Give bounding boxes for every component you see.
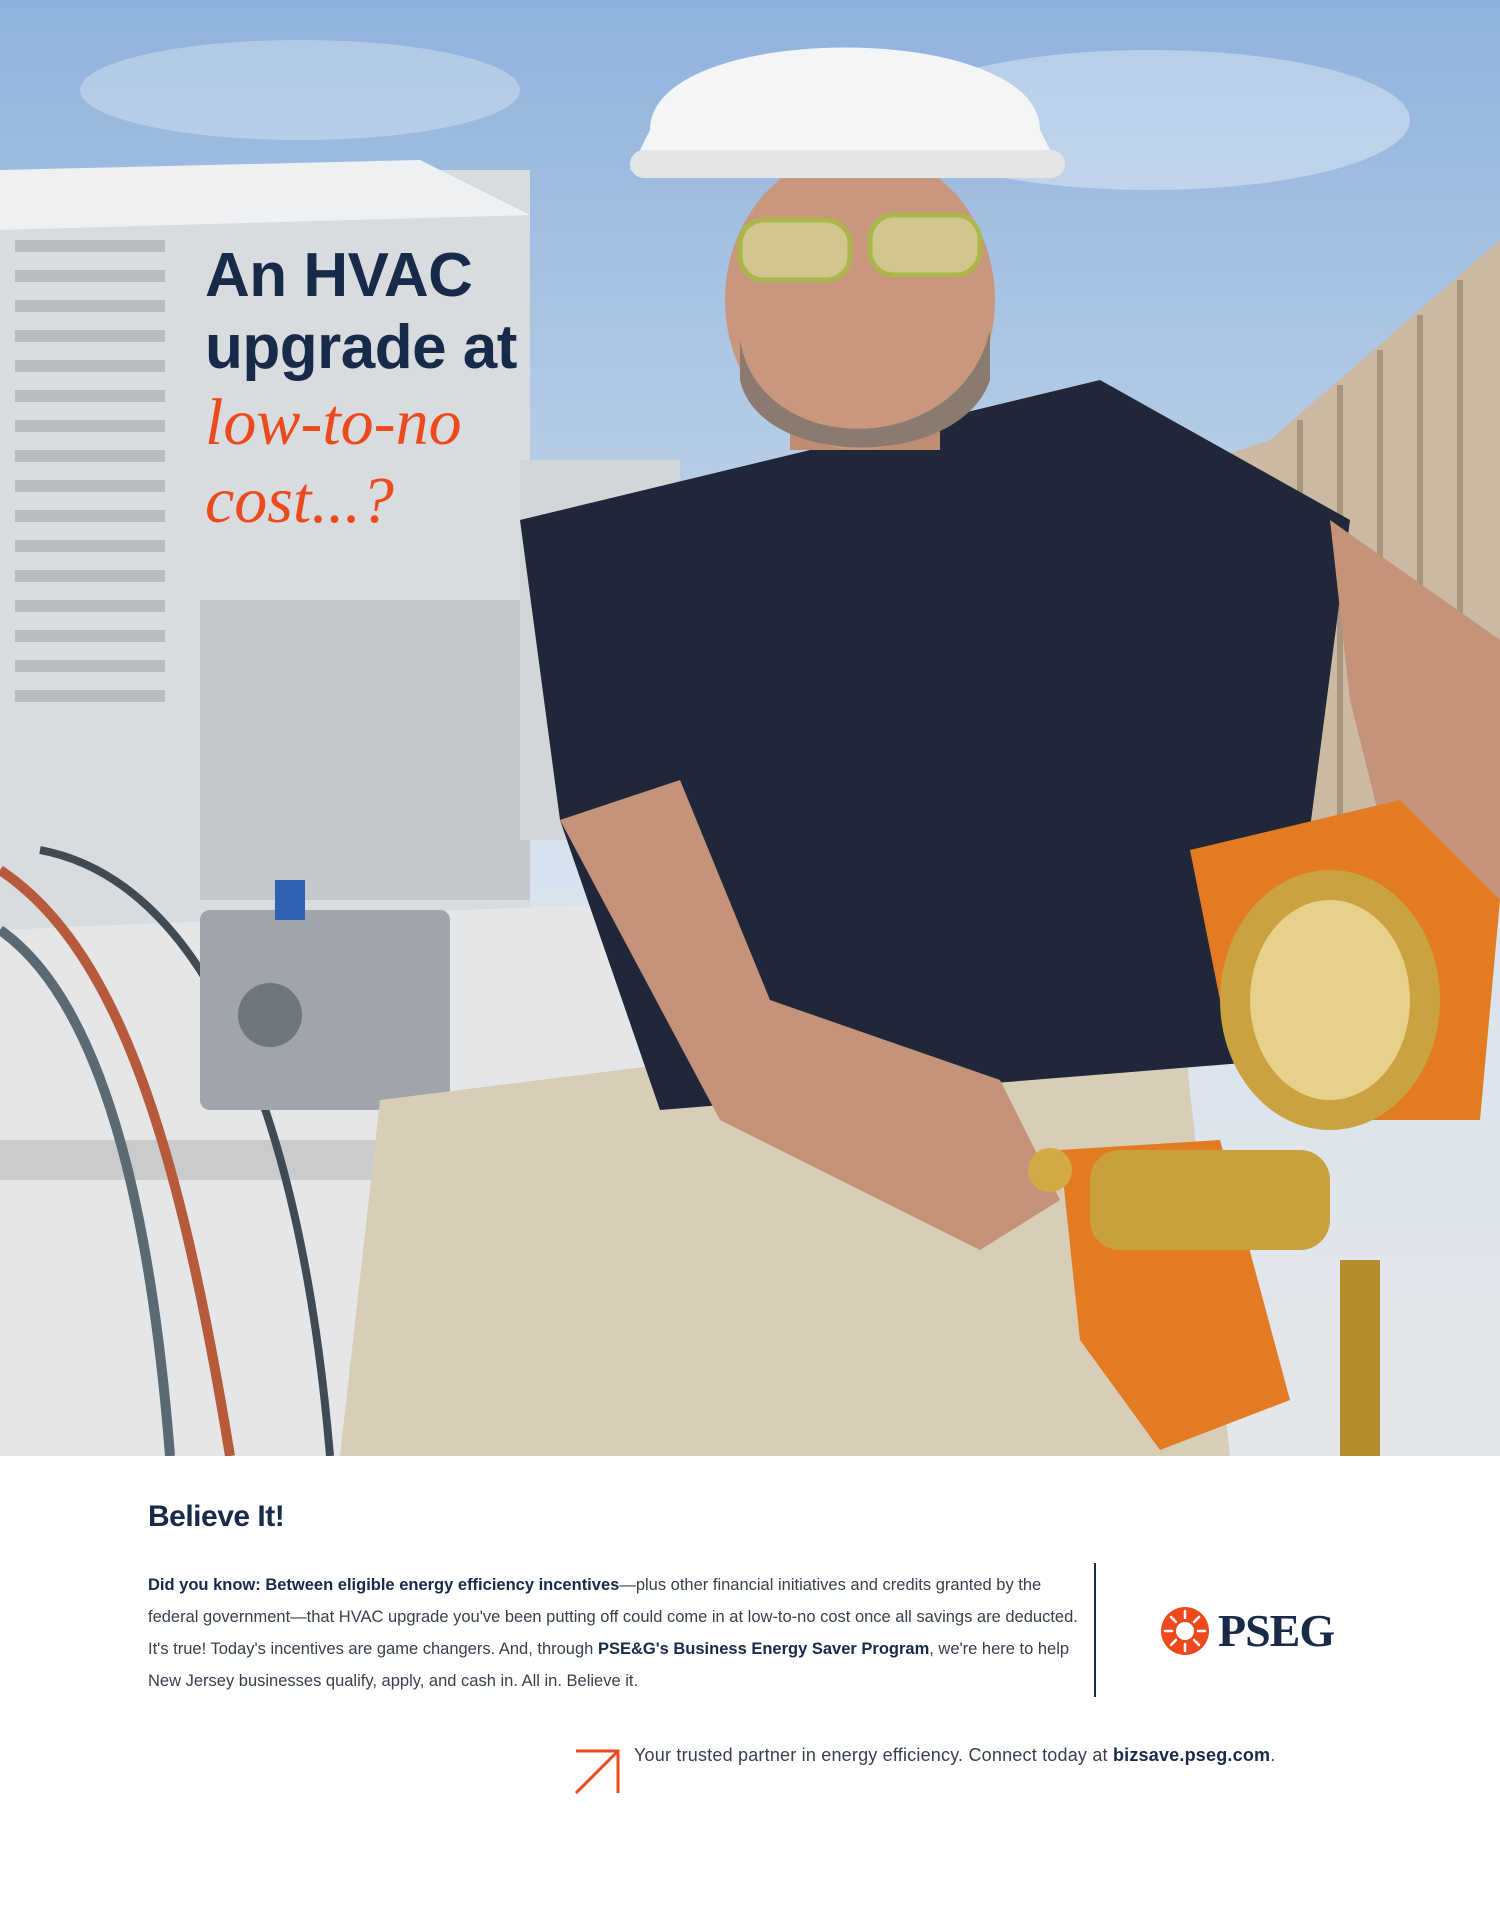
pseg-logo <box>1160 1604 1334 1657</box>
program-name: PSE&G's Business Energy Saver Program <box>597 1640 930 1658</box>
call-to-action <box>570 1745 1275 1799</box>
headline-line3: low-to-no <box>205 386 462 459</box>
arrow-up-right-icon <box>570 1743 626 1799</box>
headline-line1: An HVAC <box>205 241 473 310</box>
logo-wordmark: PSEG <box>1218 1605 1335 1656</box>
vertical-divider <box>1094 1563 1096 1697</box>
sun-icon <box>1160 1606 1210 1656</box>
cta-text <box>634 1745 1275 1766</box>
cta-lead: Your trusted partner in energy efficiency. Connect today at <box>634 1745 1113 1765</box>
headline-line2: upgrade at <box>205 313 517 382</box>
headline <box>205 240 565 540</box>
headline-line4: cost...? <box>205 464 394 537</box>
body-lead: Did you know: Between eligible energy efficiency incentives <box>148 1576 620 1594</box>
section-heading: Believe It! <box>148 1500 285 1533</box>
cta-url-link[interactable]: bizsave.pseg.com <box>1112 1745 1271 1765</box>
body-text-part2: , we're here to help New Jersey businesses qualify, apply, and cash in. All in. Believe it. <box>148 1640 1070 1690</box>
body-text-part1: —plus other financial initiatives and credits granted by the federal government—that HVAC upgrade you've been putting off could come in at low-to-no cost once all savings are deducted. It's true! Today's incentives are game changers. And, through <box>148 1576 1078 1658</box>
cta-trailing: . <box>1270 1745 1276 1765</box>
body-paragraph <box>148 1569 1078 1697</box>
